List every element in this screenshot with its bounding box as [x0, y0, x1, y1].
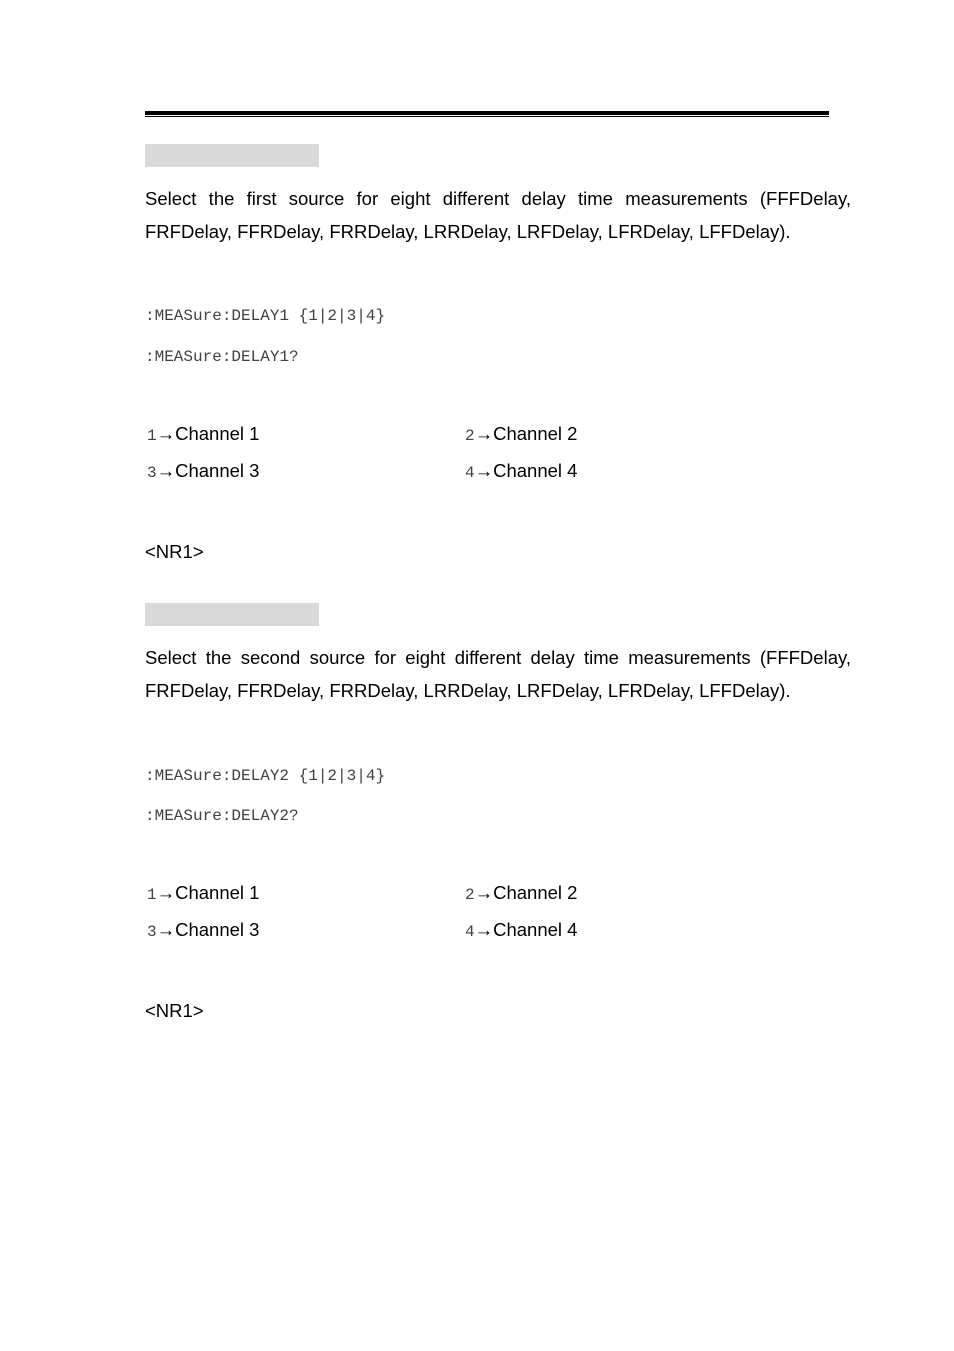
- section-1-param-2: [465, 423, 577, 445]
- arrow-icon: →: [156, 460, 176, 481]
- section-1-description: Select the first source for eight different delay time measurements (FFFDelay, FRFDelay, FFRDelay, FRRDelay, LRRDelay, LRFDelay, LFRDelay, LFFDelay).: [145, 188, 851, 242]
- section-2-query: :MEASure:DELAY2?: [145, 807, 299, 825]
- section-1-param-3: [147, 460, 259, 482]
- section-2-param-1: [147, 882, 259, 904]
- param-number: 3: [147, 923, 157, 941]
- header-rule: [145, 111, 829, 115]
- param-label: Channel 2: [493, 882, 578, 903]
- param-number: 1: [147, 886, 157, 904]
- arrow-icon: →: [156, 919, 176, 940]
- param-number: 4: [465, 923, 475, 941]
- arrow-icon: →: [474, 460, 494, 481]
- section-1-syntax: :MEASure:DELAY1 {1|2|3|4}: [145, 307, 386, 325]
- section-2-param-2: [465, 882, 577, 904]
- param-label: Channel 4: [493, 460, 578, 481]
- param-label: Channel 1: [175, 882, 260, 903]
- arrow-icon: →: [156, 882, 176, 903]
- section-1-return-format: <NR1>: [145, 541, 204, 562]
- section-2-param-4: [465, 919, 577, 941]
- section-2-return-format: <NR1>: [145, 1000, 204, 1021]
- param-label: Channel 1: [175, 423, 260, 444]
- section-2-description: Select the second source for eight different delay time measurements (FFFDelay, FRFDelay, FFRDelay, FRRDelay, LRRDelay, LRFDelay, LFRDelay, LFFDelay).: [145, 647, 851, 701]
- param-label: Channel 4: [493, 919, 578, 940]
- param-label: Channel 3: [175, 460, 260, 481]
- param-number: 2: [465, 427, 475, 445]
- param-number: 1: [147, 427, 157, 445]
- param-number: 3: [147, 464, 157, 482]
- section-2-syntax: :MEASure:DELAY2 {1|2|3|4}: [145, 767, 386, 785]
- section-2-heading-bar: [145, 603, 319, 626]
- arrow-icon: →: [474, 882, 494, 903]
- section-1-param-4: [465, 460, 577, 482]
- param-label: Channel 2: [493, 423, 578, 444]
- arrow-icon: →: [474, 919, 494, 940]
- section-1-param-1: [147, 423, 259, 445]
- param-number: 2: [465, 886, 475, 904]
- arrow-icon: →: [156, 423, 176, 444]
- section-1-query: :MEASure:DELAY1?: [145, 348, 299, 366]
- param-label: Channel 3: [175, 919, 260, 940]
- param-number: 4: [465, 464, 475, 482]
- section-2-param-3: [147, 919, 259, 941]
- header-rule-thin: [145, 116, 829, 117]
- arrow-icon: →: [474, 423, 494, 444]
- section-1-heading-bar: [145, 144, 319, 167]
